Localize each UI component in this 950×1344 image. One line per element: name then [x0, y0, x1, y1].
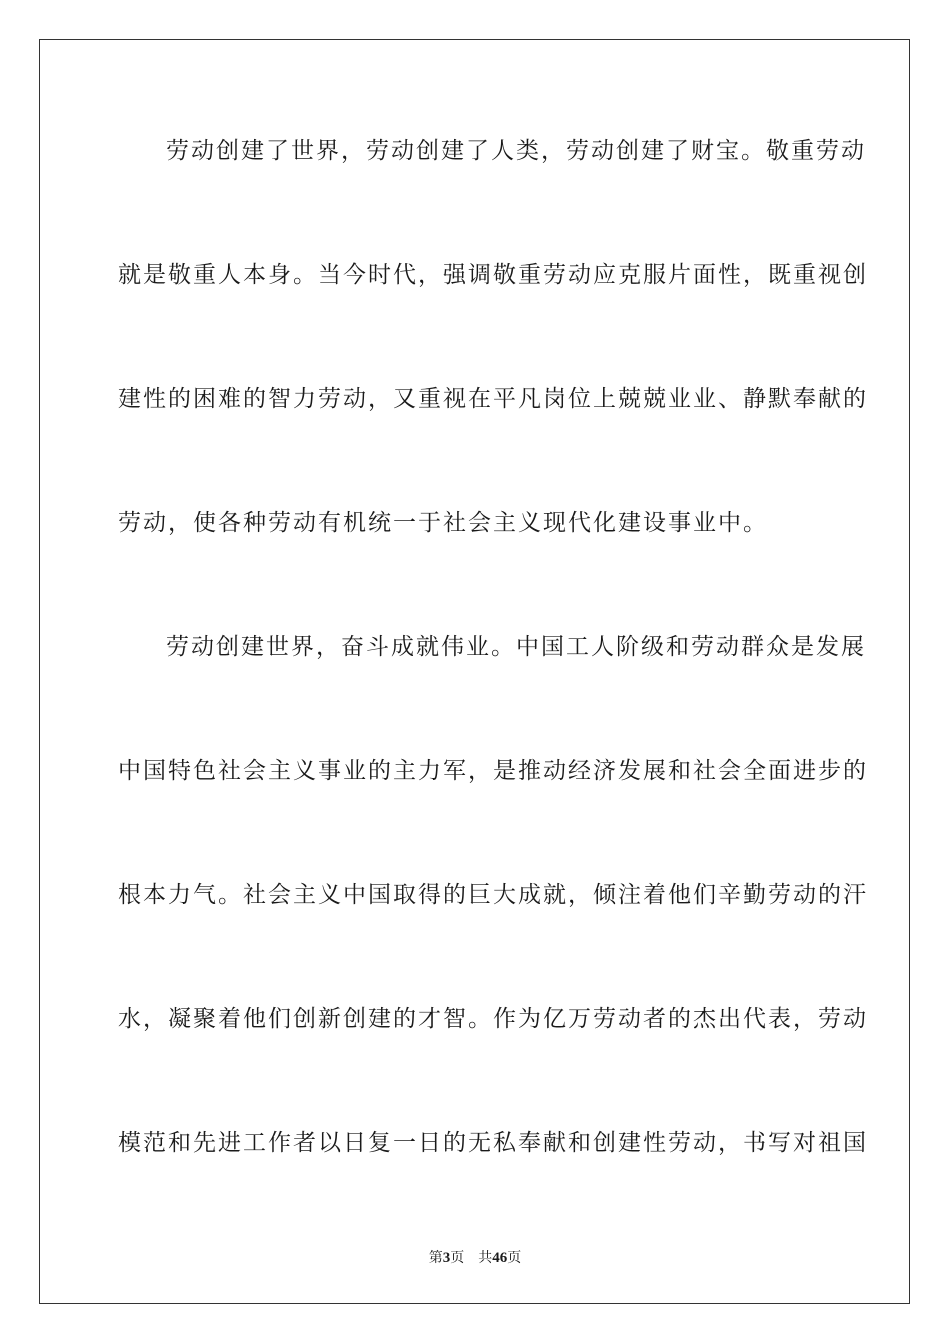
page-border: [39, 39, 910, 1304]
page-prefix: 第: [428, 1250, 443, 1266]
text-line: 劳动创建世界，奋斗成就伟业。中国工人阶级和劳动群众是发展: [166, 634, 866, 660]
total-suffix: 页: [507, 1250, 522, 1266]
text-line: 就是敬重人本身。当今时代，强调敬重劳动应克服片面性，既重视创: [118, 262, 868, 288]
text-line: 劳动，使各种劳动有机统一于社会主义现代化建设事业中。: [118, 510, 768, 536]
text-line: 劳动创建了世界，劳动创建了人类，劳动创建了财宝。敬重劳动: [166, 138, 866, 164]
text-line: 建性的困难的智力劳动，又重视在平凡岗位上兢兢业业、静默奉献的: [118, 386, 868, 412]
page-suffix: 页: [450, 1250, 465, 1266]
text-line: 中国特色社会主义事业的主力军，是推动经济发展和社会全面进步的: [118, 758, 868, 784]
text-line: 水，凝聚着他们创新创建的才智。作为亿万劳动者的杰出代表，劳动: [118, 1006, 868, 1032]
text-line: 根本力气。社会主义中国取得的巨大成就，倾注着他们辛勤劳动的汗: [118, 882, 868, 908]
total-pages: 46: [492, 1250, 508, 1266]
page-number: 3: [442, 1250, 451, 1266]
page-footer: [0, 1248, 950, 1268]
total-prefix: 共: [478, 1250, 493, 1266]
text-line: 模范和先进工作者以日复一日的无私奉献和创建性劳动，书写对祖国: [118, 1130, 868, 1156]
